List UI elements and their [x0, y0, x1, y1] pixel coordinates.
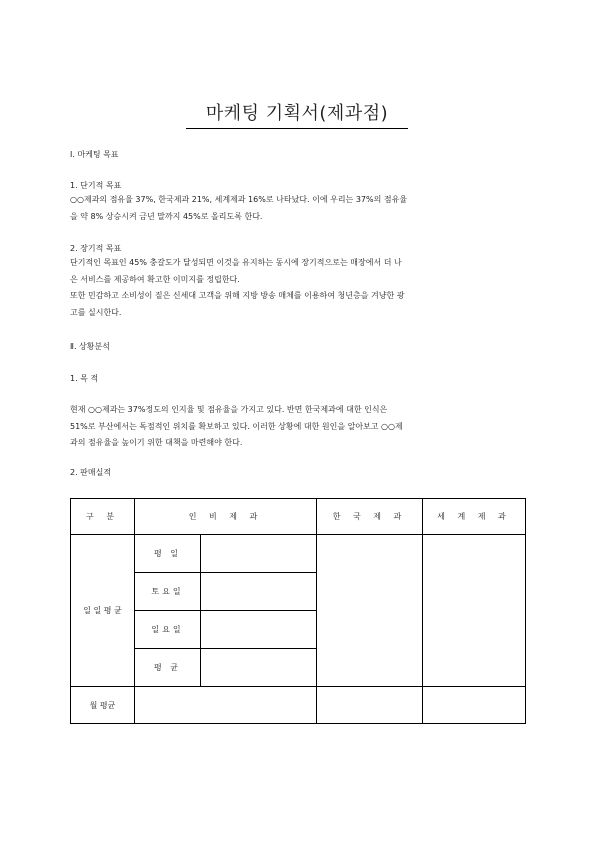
monthly-average-label: 월 평균 — [71, 687, 135, 724]
short-term-heading: 1. 단기적 목표 — [70, 181, 122, 190]
table-cell — [135, 687, 317, 724]
daily-average-label: 일 일 평 균 — [71, 535, 135, 687]
table-cell — [317, 687, 423, 724]
paragraph-line: 을 약 8% 상승시켜 금년 말까지 45%로 올리도록 한다. — [70, 211, 263, 221]
page-title: 마케팅 기획서(제과점) — [186, 99, 408, 129]
purpose-paragraph — [70, 402, 526, 452]
header-inbi: 인 비 제 과 — [135, 499, 317, 535]
paragraph-line: 또한 민감하고 소비성이 짙은 신세대 고객을 위해 지방 방송 매체를 이용하여 청년층을 겨냥한 광 — [70, 291, 405, 300]
header-segye: 세 계 제 과 — [423, 499, 526, 535]
sales-table — [70, 498, 526, 724]
table-cell — [201, 535, 317, 573]
day-label: 일요일 — [135, 611, 201, 649]
section-heading-analysis: Ⅱ. 상황분석 — [70, 342, 110, 351]
table-row — [71, 687, 526, 724]
header-category: 구 분 — [71, 499, 135, 535]
table-cell — [201, 573, 317, 611]
paragraph-line: ○○제과의 점유율 37%, 한국제과 21%, 세계제과 16%로 나타났다. 이에 우리는 37%의 점유율 — [70, 195, 408, 204]
day-label: 토요일 — [135, 573, 201, 611]
paragraph-line: 고를 실시한다. — [70, 307, 122, 317]
table-cell — [201, 611, 317, 649]
paragraph-line: 단기적인 목표인 45% 충갈도가 달성되면 이것을 유지하는 동시에 장기적으로는 매장에서 더 나 — [70, 258, 402, 267]
table-cell — [423, 687, 526, 724]
day-label: 평 균 — [135, 649, 201, 687]
short-term-paragraph — [70, 192, 526, 225]
table-header-row — [71, 499, 526, 535]
sales-heading: 2. 판매실적 — [70, 468, 112, 477]
paragraph-line: 은 서비스를 제공하여 확고한 이미지를 정립한다. — [70, 274, 240, 284]
paragraph-line: 51%로 부산에서는 독점적인 위치를 확보하고 있다. 이러한 상황에 대한 원인을 알아보고 ○○제 — [70, 421, 403, 431]
table-cell — [317, 535, 423, 687]
header-hanguk: 한 국 제 과 — [317, 499, 423, 535]
section-heading-goals: Ⅰ. 마케팅 목표 — [70, 150, 119, 159]
table-row — [71, 535, 526, 573]
paragraph-line: 현재 ○○제과는 37%정도의 인지율 및 점유율을 가지고 있다. 반면 한국제과에 대한 인식은 — [70, 405, 388, 414]
table-cell — [201, 649, 317, 687]
long-term-paragraph — [70, 255, 526, 321]
paragraph-line: 과의 점유율을 높이기 위한 대책을 마련해야 한다. — [70, 438, 243, 447]
long-term-heading: 2. 장기적 목표 — [70, 244, 122, 253]
table-cell — [423, 535, 526, 687]
purpose-heading: 1. 목 적 — [70, 374, 99, 383]
day-label: 평 일 — [135, 535, 201, 573]
